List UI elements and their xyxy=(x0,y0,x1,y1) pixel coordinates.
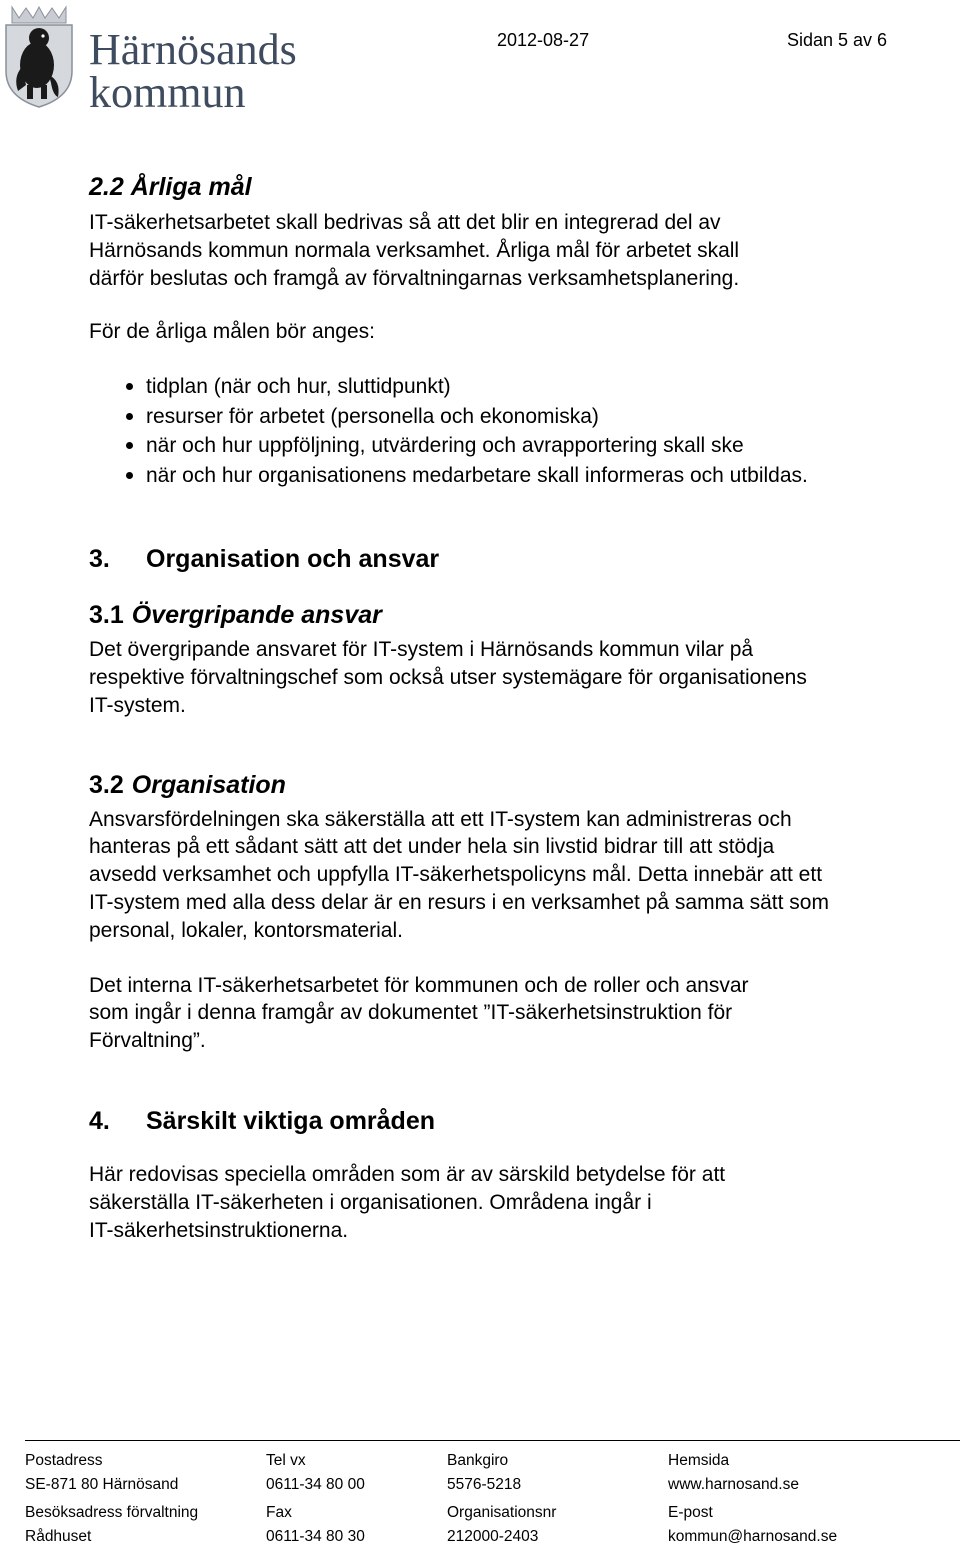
section-4-number: 4. xyxy=(89,1104,146,1138)
section-3-2-number: 3.2 xyxy=(89,768,124,802)
footer-address-column xyxy=(25,1449,198,1548)
footer-label: Bankgiro xyxy=(447,1449,556,1473)
footer-value: Rådhuset xyxy=(25,1525,198,1548)
footer-value: 5576-5218 xyxy=(447,1473,556,1497)
section-3-heading xyxy=(89,542,949,576)
section-3-2-heading xyxy=(89,768,949,802)
list-item: tidplan (när och hur, sluttidpunkt) xyxy=(89,372,829,402)
email-link[interactable]: kommun@harnosand.se xyxy=(668,1525,837,1548)
footer-bank-column xyxy=(447,1449,556,1548)
goals-bullet-list xyxy=(89,372,829,490)
website-link[interactable]: www.harnosand.se xyxy=(668,1473,837,1497)
document-body xyxy=(89,170,949,1244)
section-2-2-paragraph: IT-säkerhetsarbetet skall bedrivas så att det blir en integrerad del av Härnösands kommun normala verksamhet. Årliga mål för arbetet skall därför beslutas och framgå av förvaltningarnas verksamhetsplanering. xyxy=(89,209,949,292)
section-3-title: Organisation och ansvar xyxy=(146,545,439,573)
footer-label: Besöksadress förvaltning xyxy=(25,1501,198,1525)
page-footer xyxy=(25,1440,960,1441)
section-4-title: Särskilt viktiga områden xyxy=(146,1107,435,1135)
footer-value: 212000-2403 xyxy=(447,1525,556,1548)
list-item: när och hur uppföljning, utvärdering och avrapportering skall ske xyxy=(89,431,829,461)
section-3-number: 3. xyxy=(89,542,146,576)
footer-value: SE-871 80 Härnösand xyxy=(25,1473,198,1497)
footer-value: 0611-34 80 30 xyxy=(266,1525,365,1548)
list-item: resurser för arbetet (personella och ekonomiska) xyxy=(89,402,829,432)
footer-label: E-post xyxy=(668,1501,837,1525)
footer-web-column xyxy=(668,1449,837,1548)
section-4-paragraph: Här redovisas speciella områden som är av särskild betydelse för att säkerställa IT-säkerheten i organisationen. Områdena ingår i IT-säkerhetsinstruktionerna. xyxy=(89,1161,949,1244)
footer-phone-column xyxy=(266,1449,365,1548)
section-3-1-heading xyxy=(89,598,949,632)
section-3-1-title: Övergripande ansvar xyxy=(132,601,382,629)
footer-label: Postadress xyxy=(25,1449,198,1473)
footer-value: 0611-34 80 00 xyxy=(266,1473,365,1497)
page-number: Sidan 5 av 6 xyxy=(787,30,887,51)
footer-label: Fax xyxy=(266,1501,365,1525)
section-2-2-heading: 2.2 Årliga mål xyxy=(89,170,949,204)
document-date: 2012-08-27 xyxy=(497,30,589,51)
footer-label: Organisationsnr xyxy=(447,1501,556,1525)
list-item: när och hur organisationens medarbetare skall informeras och utbildas. xyxy=(89,461,829,491)
section-3-2-paragraph-1: Ansvarsfördelningen ska säkerställa att ett IT-system kan administreras och hanteras på ett sådant sätt att det under hela sin livstid bidrar till att stödja avsedd verksamhet och uppfylla IT-säkerhetspolicyns mål. Detta innebär att ett IT-system med alla dess delar är en resurs i en verksamhet på samma sätt som personal, lokaler, kontorsmaterial. xyxy=(89,806,949,945)
section-3-2-paragraph-2: Det interna IT-säkerhetsarbetet för kommunen och de roller och ansvar som ingår i denna framgår av dokumentet ”IT-säkerhetsinstruktion för Förvaltning”. xyxy=(89,972,949,1055)
harnosand-coat-of-arms-icon xyxy=(3,5,75,109)
section-3-1-number: 3.1 xyxy=(89,598,124,632)
municipality-name: Härnösands kommun xyxy=(89,28,297,114)
section-4-heading xyxy=(89,1104,949,1138)
footer-label: Hemsida xyxy=(668,1449,837,1473)
municipality-logo xyxy=(3,5,303,110)
section-3-1-paragraph: Det övergripande ansvaret för IT-system i Härnösands kommun vilar på respektive förvaltningschef som också utser systemägare för organisationens IT-system. xyxy=(89,636,949,719)
section-3-2-title: Organisation xyxy=(132,771,286,799)
footer-label: Tel vx xyxy=(266,1449,365,1473)
section-2-2-intro: För de årliga målen bör anges: xyxy=(89,318,949,346)
